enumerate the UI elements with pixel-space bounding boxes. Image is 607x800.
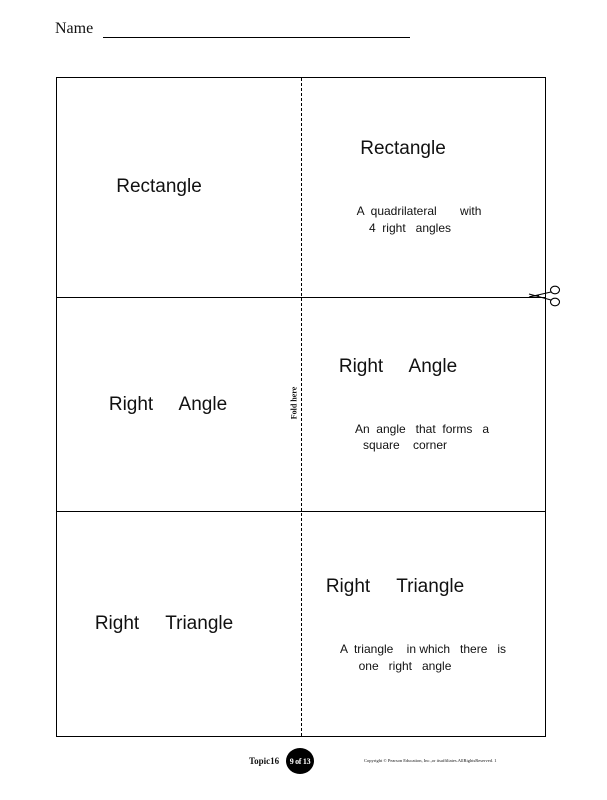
footer-topic: Topic16 [249,756,280,766]
fold-line [301,78,302,736]
card-1-definition-term: Rectangle [360,138,446,159]
fold-label: Fold here [289,386,299,420]
card-1-definition-line1: A quadrilateral with [356,204,482,218]
card-2-definition-term: Right Angle [338,356,458,377]
card-3-definition-line2: one right angle [358,659,452,673]
card-3-term: Right Triangle [94,613,234,634]
card-3-definition-term: Right Triangle [325,576,465,597]
vocabulary-card-grid [56,77,546,737]
copyright-notice: Copyright © Pearson Education, Inc.,or itsaffiliates.AllRightsReserved. 1 [364,758,497,763]
scissors-icon [527,284,563,308]
page-number-badge: 9 of 13 [286,748,314,774]
card-1-term: Rectangle [116,176,202,197]
card-1-definition-line2: 4 right angles [368,221,452,235]
card-3-definition-line1: A triangle in which there is [339,642,507,656]
card-2-term: Right Angle [108,394,228,415]
card-2-definition-line1: An angle that forms a [354,422,490,436]
name-write-line [103,37,410,38]
name-label: Name [55,20,94,37]
card-2-definition-line2: square corner [362,438,448,452]
